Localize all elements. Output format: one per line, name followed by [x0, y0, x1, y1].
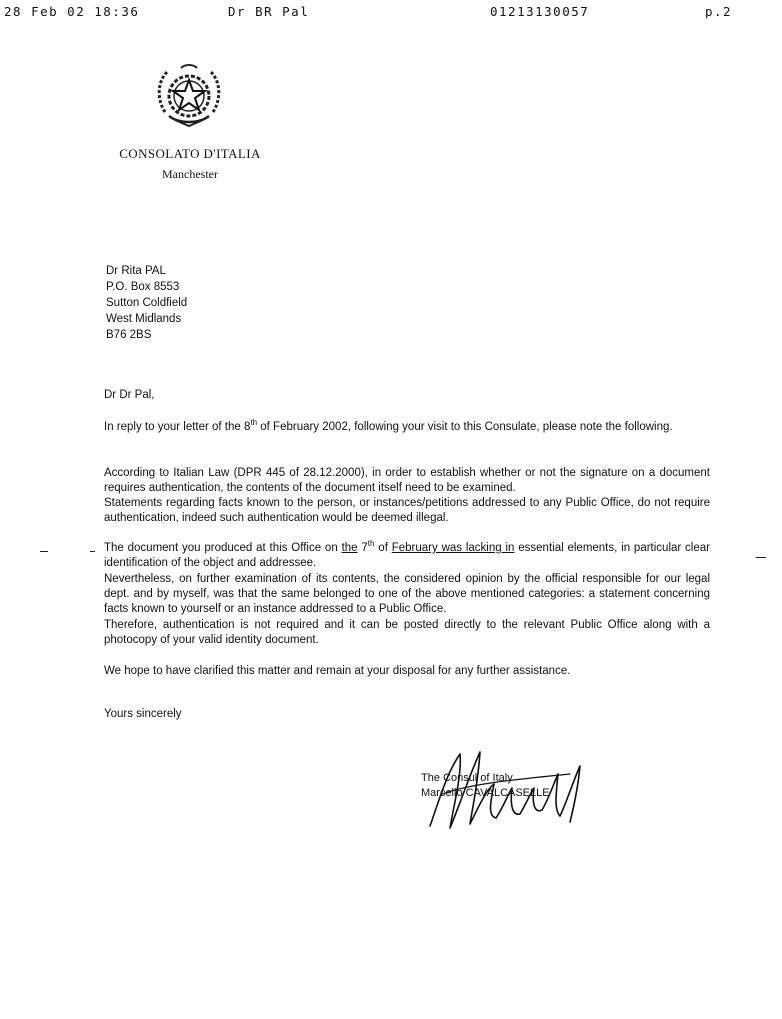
margin-mark-left-2 [90, 551, 95, 552]
paragraph-7: We hope to have clarified this matter and remain at your disposal for any further assistance. [104, 665, 571, 677]
fax-date-time: 28 Feb 02 18:36 [4, 4, 140, 19]
recipient-postcode: B76 2BS [106, 329, 152, 341]
recipient-county: West Midlands [106, 313, 182, 325]
closing: Yours sincerely [104, 708, 182, 720]
margin-mark-left [40, 551, 48, 552]
italian-republic-emblem-icon [155, 60, 223, 132]
fax-phone: 01213130057 [490, 4, 590, 19]
recipient-address [106, 263, 187, 343]
paragraph-2: According to Italian Law (DPR 445 of 28.12.2000), in order to establish whether or not the signature on a document requires authentication, the contents of the document itself need to be examined. [104, 467, 710, 494]
paragraph-6: Therefore, authentication is not required and it can be posted directly to the relevant Public Office along with a photocopy of your valid identity document. [104, 619, 710, 646]
consulate-name: CONSOLATO D'ITALIA [119, 146, 261, 161]
fax-header [0, 4, 782, 20]
recipient-name: Dr Rita PAL [106, 265, 166, 277]
paragraph-1: In reply to your letter of the 8th of February 2002, following your visit to this Consulate, please note the following. [104, 418, 673, 433]
consulate-city: Manchester [162, 167, 218, 181]
salutation: Dr Dr Pal, [104, 389, 155, 401]
paragraph-4: The document you produced at this Office on the 7th of February was lacking in essential elements, in particular clear identification of the object and addressee. [104, 539, 710, 569]
signatory-title: The Consul of Italy [421, 772, 513, 784]
fax-page-number: p.2 [705, 4, 733, 19]
recipient-po-box: P.O. Box 8553 [106, 281, 180, 293]
signatory-name: Marcello CAVALCASELLE [421, 787, 550, 799]
paragraph-3: Statements regarding facts known to the person, or instances/petitions addressed to any Public Office, do not require authentication, indeed such authentication would be deemed illegal. [104, 497, 710, 524]
fax-sender: Dr BR Pal [228, 4, 310, 19]
paragraph-5: Nevertheless, on further examination of its contents, the considered opinion by the official responsible for our legal dept. and by myself, was that the same belonged to one of the above mentioned categories: a statement concerning facts known to yourself or an instance addressed to a Public Office. [104, 573, 710, 615]
recipient-town: Sutton Coldfield [106, 297, 188, 309]
margin-mark-right [756, 557, 766, 558]
